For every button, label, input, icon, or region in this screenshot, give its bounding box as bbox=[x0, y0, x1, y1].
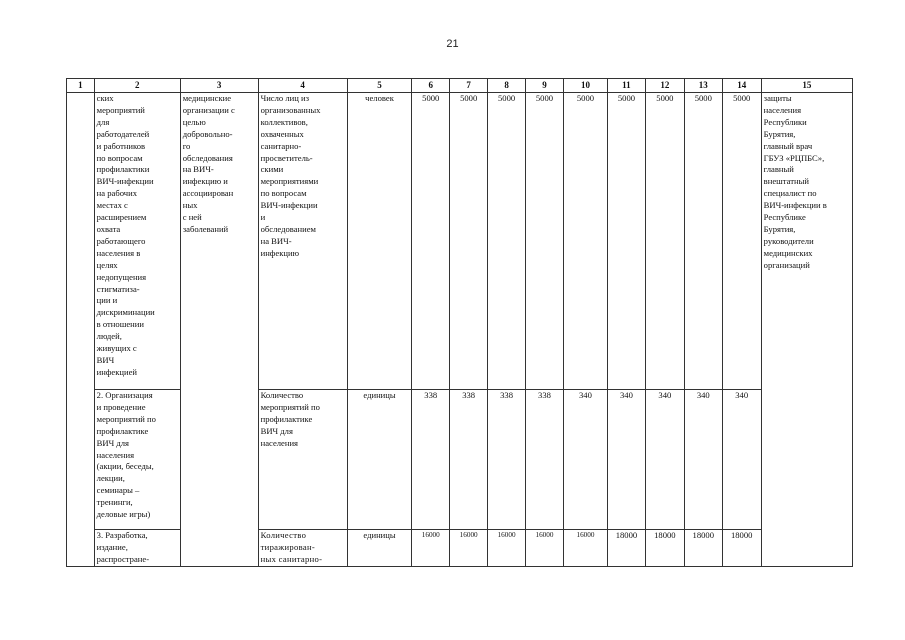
value-cell: 18000 bbox=[645, 530, 684, 567]
column-header: 11 bbox=[607, 79, 645, 93]
column-header: 5 bbox=[347, 79, 412, 93]
value-cell: 5000 bbox=[488, 93, 526, 390]
value-cell: 340 bbox=[563, 390, 607, 530]
value-cell: 16000 bbox=[526, 530, 564, 567]
column-header: 15 bbox=[761, 79, 852, 93]
value-cell: 5000 bbox=[722, 93, 761, 390]
value-cell: 5000 bbox=[526, 93, 564, 390]
value-cell: 340 bbox=[684, 390, 722, 530]
value-cell: 16000 bbox=[488, 530, 526, 567]
column-header: 1 bbox=[67, 79, 95, 93]
indicator-cell: Число лиц из организованных коллективов, охваченных санитарно- просветитель- скими мероприятиями по вопросам ВИЧ-инфекции и обследованием на ВИЧ- инфекцию bbox=[258, 93, 347, 390]
header-row bbox=[67, 79, 853, 93]
value-cell: 5000 bbox=[450, 93, 488, 390]
column-header: 4 bbox=[258, 79, 347, 93]
activity-cell: 2. Организация и проведение мероприятий по профилактике ВИЧ для населения (акции, беседы, лекции, семинары – тренинги, деловые игры) bbox=[94, 390, 180, 530]
activity-cell: 3. Разработка, издание, распростране- bbox=[94, 530, 180, 567]
column-header: 14 bbox=[722, 79, 761, 93]
activity-cell: ских мероприятий для работодателей и работников по вопросам профилактики ВИЧ-инфекции на рабочих местах с расширением охвата работающего населения в целях недопущения стигматиза- ции и дискриминации в отношении людей, живущих с ВИЧ инфекцией bbox=[94, 93, 180, 390]
value-cell: 18000 bbox=[607, 530, 645, 567]
program-table bbox=[66, 78, 853, 567]
value-cell: 340 bbox=[722, 390, 761, 530]
column-header: 3 bbox=[180, 79, 258, 93]
column-header: 2 bbox=[94, 79, 180, 93]
value-cell: 18000 bbox=[684, 530, 722, 567]
value-cell: 340 bbox=[645, 390, 684, 530]
indicator-cell: Количество мероприятий по профилактике ВИЧ для населения bbox=[258, 390, 347, 530]
number-cell bbox=[67, 93, 95, 567]
value-cell: 5000 bbox=[563, 93, 607, 390]
page-number: 21 bbox=[446, 38, 459, 50]
column-header: 10 bbox=[563, 79, 607, 93]
value-cell: 338 bbox=[412, 390, 450, 530]
value-cell: 16000 bbox=[563, 530, 607, 567]
column-header: 13 bbox=[684, 79, 722, 93]
value-cell: 338 bbox=[450, 390, 488, 530]
indicator-cell: Количество тиражирован- ных санитарно- bbox=[258, 530, 347, 567]
unit-cell: единицы bbox=[347, 530, 412, 567]
value-cell: 16000 bbox=[450, 530, 488, 567]
value-cell: 18000 bbox=[722, 530, 761, 567]
value-cell: 16000 bbox=[412, 530, 450, 567]
value-cell: 340 bbox=[607, 390, 645, 530]
value-cell: 5000 bbox=[684, 93, 722, 390]
value-cell: 338 bbox=[488, 390, 526, 530]
column-header: 9 bbox=[526, 79, 564, 93]
value-cell: 5000 bbox=[607, 93, 645, 390]
unit-cell: единицы bbox=[347, 390, 412, 530]
value-cell: 5000 bbox=[412, 93, 450, 390]
table-row bbox=[67, 93, 853, 390]
column-header: 12 bbox=[645, 79, 684, 93]
value-cell: 5000 bbox=[645, 93, 684, 390]
responsible-cell: защиты населения Республики Бурятия, главный врач ГБУЗ «РЦПБС», главный внештатный специалист по ВИЧ-инфекции в Республике Бурятия, руководители медицинских организаций bbox=[761, 93, 852, 567]
unit-cell: человек bbox=[347, 93, 412, 390]
column-header: 6 bbox=[412, 79, 450, 93]
column-header: 7 bbox=[450, 79, 488, 93]
executor-cell: медицинские организации с целью добровольно- го обследования на ВИЧ- инфекцию и ассоциирован ных с ней заболеваний bbox=[180, 93, 258, 567]
column-header: 8 bbox=[488, 79, 526, 93]
value-cell: 338 bbox=[526, 390, 564, 530]
